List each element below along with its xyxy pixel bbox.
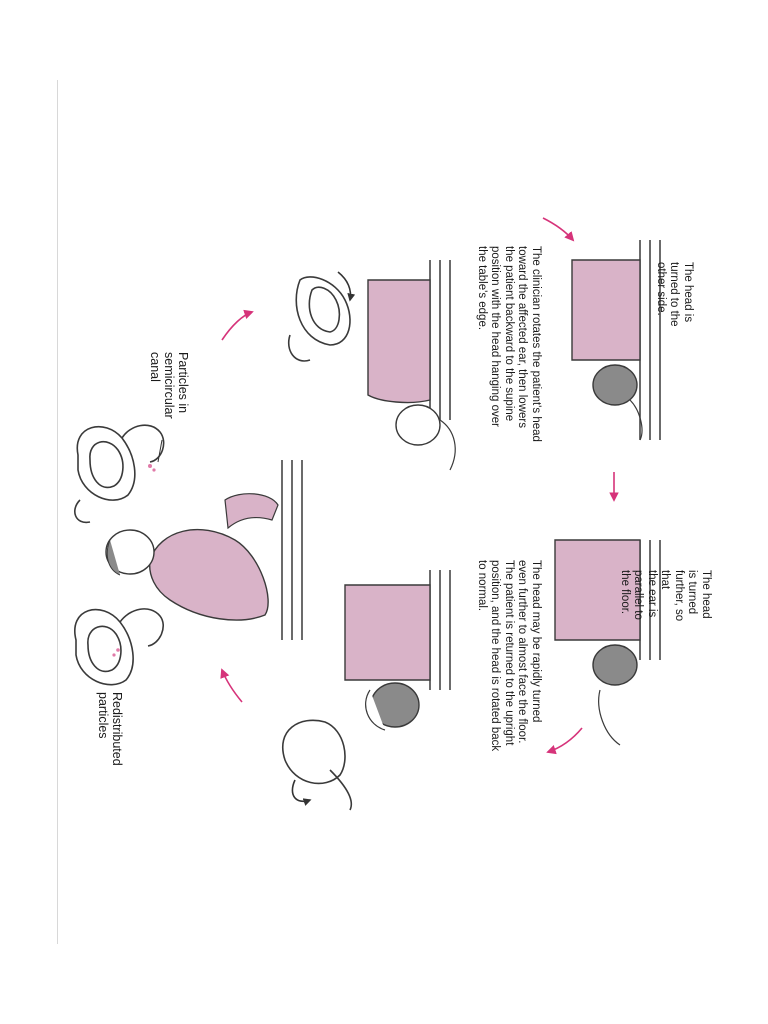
flow-arrow-4: [548, 728, 582, 752]
caption-step-1: The clinician rotates the patient's head toward the affected ear, then lowers the patient backward to the supine position with the head hanging over the table's edge.: [476, 246, 542, 442]
patient-seated: [106, 460, 302, 640]
inner-ear-diagram-end: [75, 609, 163, 685]
caption-step-4: The head may be rapidly turned even further to almost face the floor. The patient is returned to the upright position, and the head is rotated back to normal.: [476, 560, 542, 752]
caption-step-3: The head is turned further, so that the ear is parallel to the floor.: [619, 570, 712, 622]
flow-arrow-5: [222, 670, 242, 702]
caption-step-2: The head is turned to the other side.: [655, 262, 694, 327]
inner-ear-diagram-step-4: [283, 720, 352, 810]
label-redistributed-particles: Redistributed particles: [96, 692, 124, 766]
patient-step-2: [572, 240, 660, 440]
flow-arrow-2: [543, 218, 573, 240]
inner-ear-diagram-start: [75, 425, 164, 522]
inner-ear-diagram-step-1: [289, 272, 351, 361]
label-particles-in-canal: Particles in semicircular canal: [148, 352, 190, 419]
patient-step-4: [345, 570, 450, 730]
patient-step-1: [368, 260, 455, 470]
flow-arrow-1: [222, 312, 252, 340]
